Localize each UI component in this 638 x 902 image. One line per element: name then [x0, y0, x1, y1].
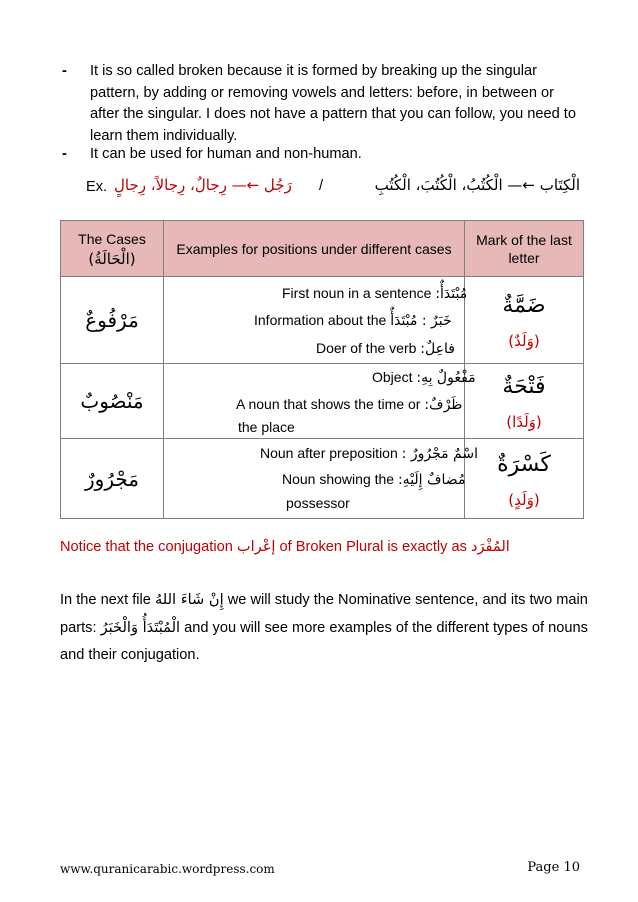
header-examples: Examples for positions under different cases	[164, 221, 465, 277]
example-entry	[282, 471, 465, 488]
example-entry	[316, 340, 455, 357]
mark-cell	[465, 277, 584, 364]
example-english: A noun that shows the time or	[236, 396, 421, 412]
header-cases	[61, 221, 164, 277]
example-arabic: مَفْعُولٌ بِهِ:	[416, 370, 476, 386]
table-row	[61, 364, 584, 439]
next-file-paragraph	[60, 586, 590, 669]
header-mark: Mark of the last letter	[465, 221, 584, 277]
example-entry	[238, 419, 295, 435]
mark-example: (وَلَدٌ)	[508, 332, 540, 350]
header-cases-arabic: (الْحَالَةُ)	[88, 249, 136, 268]
case-name: مَرْفُوعٌ	[61, 277, 164, 364]
example-english: possessor	[286, 495, 350, 511]
example-entry	[286, 495, 350, 511]
notice-arabic: المُفْرَد	[470, 538, 510, 555]
table-row	[61, 277, 584, 364]
header-cases-label: The Cases	[78, 230, 146, 247]
mark-name: ضَمَّةٌ	[502, 293, 546, 318]
paragraph-text: and you will see more examples of the different types of nouns and their conjugation.	[60, 620, 588, 663]
mark-example: (وَلَدٍ)	[508, 490, 540, 509]
example-entry	[260, 445, 478, 462]
example-entry	[282, 285, 467, 302]
example-separator: /	[319, 178, 324, 194]
examples-cell	[164, 439, 478, 519]
case-name: مَنْصُوبٌ	[61, 364, 164, 439]
example-english: Doer of the verb	[316, 340, 417, 356]
notice-text: of Broken Plural is exactly as	[279, 539, 467, 555]
example-arabic: مُبْتَدَأٌ:	[435, 286, 468, 302]
example-english: the place	[238, 419, 295, 435]
example-label: Ex.	[86, 179, 108, 195]
examples-cell	[164, 277, 468, 364]
example-arabic: مُضافٌ إِلَيْهِ:	[397, 472, 466, 488]
table-header-row	[61, 221, 584, 277]
notice-text: Notice that the conjugation	[60, 539, 233, 555]
example-entry	[372, 369, 476, 386]
bullet-dash: -	[62, 63, 67, 79]
bullet-item	[62, 144, 587, 166]
bullet-text: It is so called broken because it is formed by breaking up the singular pattern, by adding or removing vowels and letters: before, in between or after the singular. I does not have a pattern that you can follow, you need to learn them individually.	[90, 63, 576, 144]
mark-name: كَسْرَةٌ	[497, 451, 551, 477]
paragraph-arabic: الْمُبْتَدَأُ وَالْخَبَرُ	[100, 619, 181, 636]
bullet-text: It can be used for human and non-human.	[90, 146, 362, 162]
mark-cell	[465, 364, 584, 439]
bullet-dash: -	[62, 146, 67, 162]
paragraph-arabic: إِنْ شَاءَ اللهُ	[154, 591, 224, 608]
example-english: Object	[372, 369, 413, 385]
example-entry	[236, 396, 462, 413]
example-arabic-right: الْكِتَاب ←— الْكُتُبُ، الْكُتُبَ، الْكُتُبِ	[374, 176, 580, 194]
notice-paragraph	[60, 538, 590, 555]
paragraph-text: we will study the Nominative sentence, and its two main parts:	[60, 592, 588, 636]
example-arabic: خَبَرٌ : مُبْتَدَأٌ	[390, 313, 452, 329]
example-english: First noun in a sentence	[282, 285, 432, 301]
example-arabic: اسْمٌ مَجْرُورٌ :	[401, 446, 478, 462]
bullet-item	[62, 61, 587, 147]
paragraph-text: In the next file	[60, 592, 151, 608]
example-arabic: ظَرْفٌ:	[424, 397, 463, 413]
example-entry	[254, 312, 452, 329]
table-row	[61, 439, 584, 519]
page-number: Page 10	[527, 860, 580, 875]
cases-table	[60, 220, 584, 519]
example-arabic-left: رَجُل ←— رِجالٌ، رِجالاً، رِجالٍ	[114, 176, 292, 194]
example-english: Noun after preposition	[260, 445, 398, 461]
example-english: Information about the	[254, 312, 387, 328]
examples-cell	[164, 364, 476, 439]
example-english: Noun showing the	[282, 471, 395, 487]
mark-name: فَتْحَةٌ	[502, 374, 546, 399]
example-arabic: فاعِلٌ:	[420, 341, 455, 357]
mark-cell	[465, 439, 584, 519]
footer-url: www.quranicarabic.wordpress.com	[60, 862, 275, 876]
mark-example: (وَلَدًا)	[506, 413, 542, 431]
example-line	[86, 176, 580, 202]
notice-arabic: إعْراب	[236, 538, 276, 555]
case-name: مَجْرُورٌ	[61, 439, 164, 519]
